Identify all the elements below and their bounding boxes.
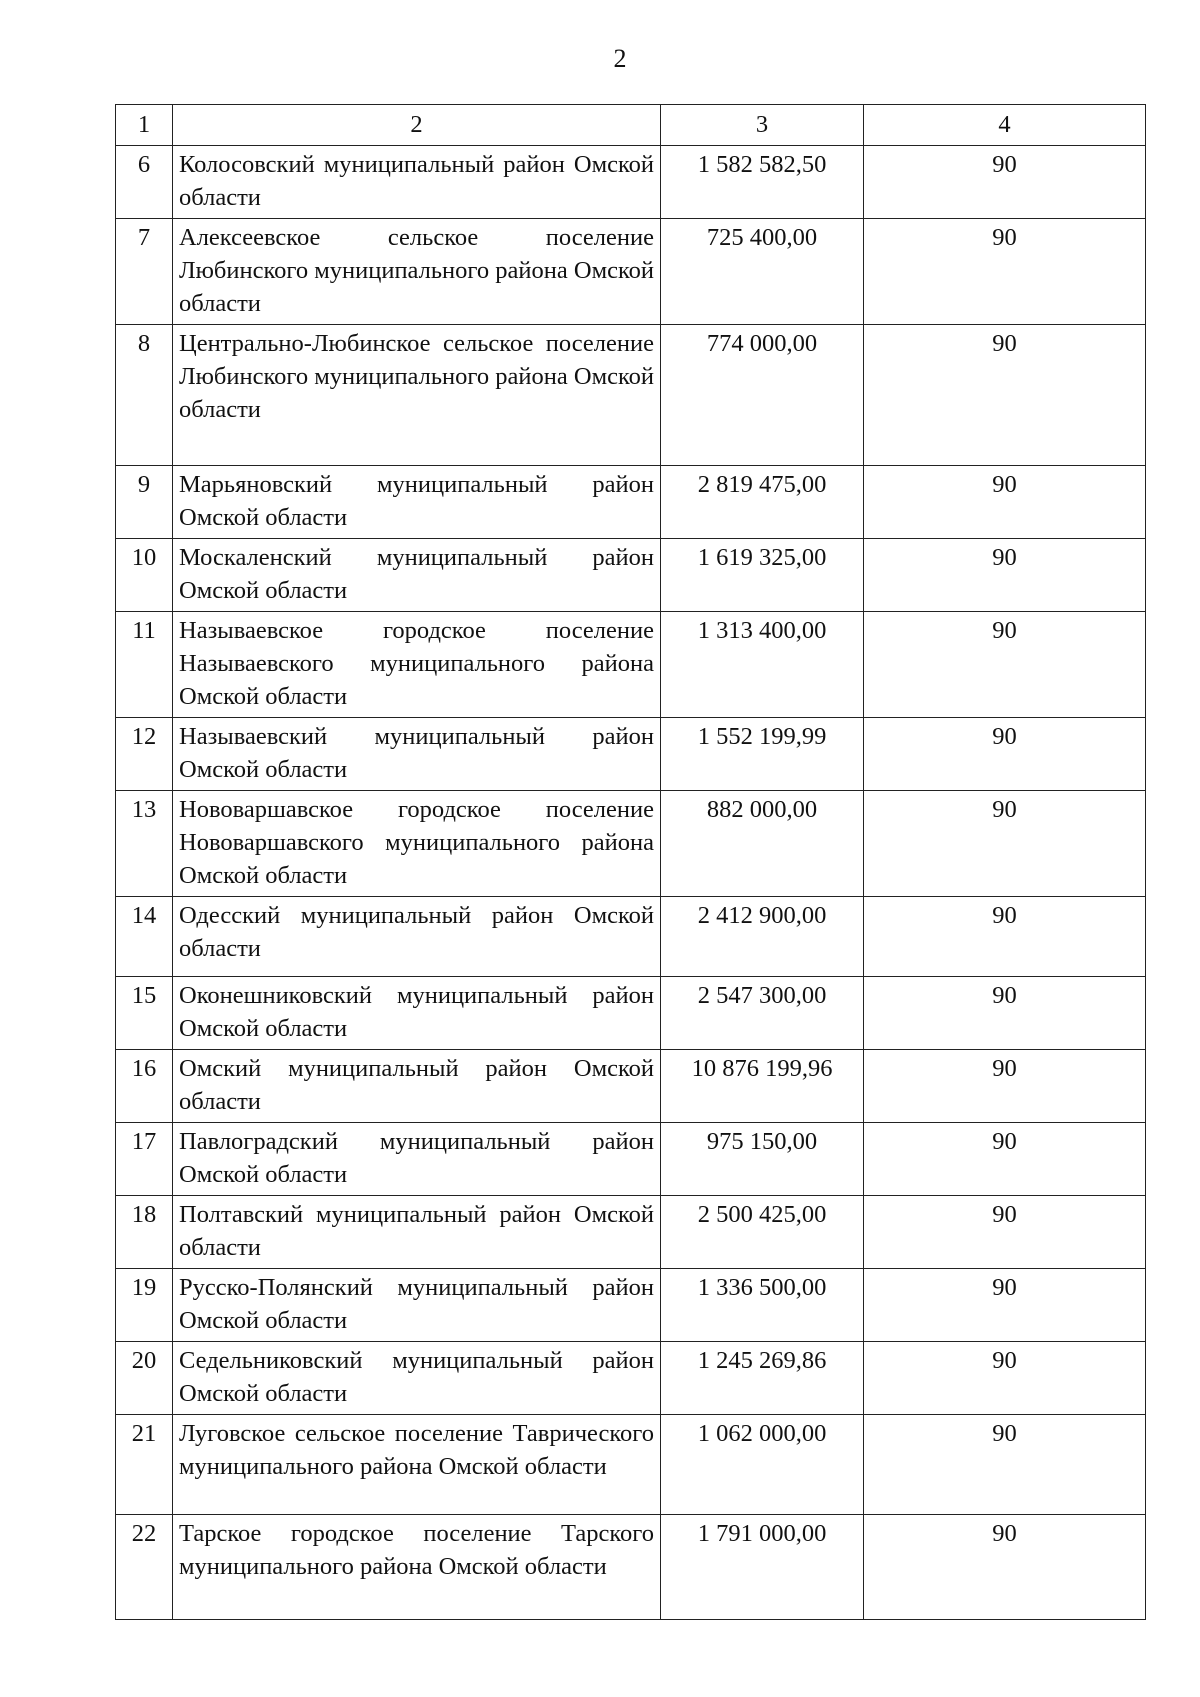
table-row: [116, 1342, 1146, 1415]
percent: 90: [864, 219, 1146, 325]
allocation-table: [115, 104, 1146, 1620]
amount: 725 400,00: [661, 219, 864, 325]
municipality-name: Колосовский муниципальный район Омской области: [173, 146, 661, 219]
table-row: [116, 1515, 1146, 1620]
table-row: [116, 1269, 1146, 1342]
percent: 90: [864, 1515, 1146, 1620]
percent: 90: [864, 977, 1146, 1050]
table-row: [116, 1415, 1146, 1515]
percent: 90: [864, 1269, 1146, 1342]
municipality-name: Называевский муниципальный район Омской области: [173, 718, 661, 791]
municipality-name: Тарское городское поселение Тарского муниципального района Омской области: [173, 1515, 661, 1620]
amount: 2 500 425,00: [661, 1196, 864, 1269]
row-number: 22: [116, 1515, 173, 1620]
column-header-4: 4: [864, 105, 1146, 146]
table-row: [116, 1050, 1146, 1123]
amount: 1 062 000,00: [661, 1415, 864, 1515]
amount: 975 150,00: [661, 1123, 864, 1196]
percent: 90: [864, 325, 1146, 466]
table-row: [116, 977, 1146, 1050]
table-row: [116, 1196, 1146, 1269]
percent: 90: [864, 1050, 1146, 1123]
municipality-name: Одесский муниципальный район Омской области: [173, 897, 661, 977]
amount: 1 791 000,00: [661, 1515, 864, 1620]
row-number: 18: [116, 1196, 173, 1269]
municipality-name: Павлоградский муниципальный район Омской области: [173, 1123, 661, 1196]
page-number: 2: [613, 44, 627, 73]
row-number: 11: [116, 612, 173, 718]
column-header-3: 3: [661, 105, 864, 146]
municipality-name: Оконешниковский муниципальный район Омской области: [173, 977, 661, 1050]
percent: 90: [864, 466, 1146, 539]
amount: 882 000,00: [661, 791, 864, 897]
table-row: [116, 466, 1146, 539]
row-number: 6: [116, 146, 173, 219]
row-number: 21: [116, 1415, 173, 1515]
amount: 10 876 199,96: [661, 1050, 864, 1123]
amount: 1 245 269,86: [661, 1342, 864, 1415]
table-row: [116, 612, 1146, 718]
percent: 90: [864, 539, 1146, 612]
table-row: [116, 219, 1146, 325]
amount: 1 313 400,00: [661, 612, 864, 718]
row-number: 20: [116, 1342, 173, 1415]
percent: 90: [864, 612, 1146, 718]
amount: 2 819 475,00: [661, 466, 864, 539]
municipality-name: Алексеевское сельское поселение Любинского муниципального района Омской области: [173, 219, 661, 325]
row-number: 19: [116, 1269, 173, 1342]
table-row: [116, 325, 1146, 466]
row-number: 14: [116, 897, 173, 977]
amount: 2 547 300,00: [661, 977, 864, 1050]
row-number: 10: [116, 539, 173, 612]
municipality-name: Луговское сельское поселение Таврического муниципального района Омской области: [173, 1415, 661, 1515]
row-number: 15: [116, 977, 173, 1050]
amount: 2 412 900,00: [661, 897, 864, 977]
row-number: 13: [116, 791, 173, 897]
column-header-1: 1: [116, 105, 173, 146]
amount: 1 619 325,00: [661, 539, 864, 612]
table-row: [116, 791, 1146, 897]
column-header-2: 2: [173, 105, 661, 146]
amount: 774 000,00: [661, 325, 864, 466]
municipality-name: Нововаршавское городское поселение Нововаршавского муниципального района Омской области: [173, 791, 661, 897]
table-header-row: [116, 105, 1146, 146]
table-row: [116, 1123, 1146, 1196]
municipality-name: Русско-Полянский муниципальный район Омской области: [173, 1269, 661, 1342]
municipality-name: Москаленский муниципальный район Омской области: [173, 539, 661, 612]
percent: 90: [864, 1196, 1146, 1269]
table-row: [116, 718, 1146, 791]
municipality-name: Седельниковский муниципальный район Омской области: [173, 1342, 661, 1415]
percent: 90: [864, 146, 1146, 219]
row-number: 16: [116, 1050, 173, 1123]
percent: 90: [864, 1342, 1146, 1415]
municipality-name: Омский муниципальный район Омской области: [173, 1050, 661, 1123]
table-row: [116, 146, 1146, 219]
amount: 1 336 500,00: [661, 1269, 864, 1342]
row-number: 7: [116, 219, 173, 325]
row-number: 9: [116, 466, 173, 539]
table-row: [116, 539, 1146, 612]
municipality-name: Центрально-Любинское сельское поселение Любинского муниципального района Омской области: [173, 325, 661, 466]
percent: 90: [864, 897, 1146, 977]
municipality-name: Марьяновский муниципальный район Омской области: [173, 466, 661, 539]
percent: 90: [864, 718, 1146, 791]
row-number: 8: [116, 325, 173, 466]
amount: 1 582 582,50: [661, 146, 864, 219]
table-row: [116, 897, 1146, 977]
percent: 90: [864, 791, 1146, 897]
municipality-name: Полтавский муниципальный район Омской области: [173, 1196, 661, 1269]
percent: 90: [864, 1123, 1146, 1196]
percent: 90: [864, 1415, 1146, 1515]
row-number: 12: [116, 718, 173, 791]
amount: 1 552 199,99: [661, 718, 864, 791]
row-number: 17: [116, 1123, 173, 1196]
municipality-name: Называевское городское поселение Называевского муниципального района Омской области: [173, 612, 661, 718]
